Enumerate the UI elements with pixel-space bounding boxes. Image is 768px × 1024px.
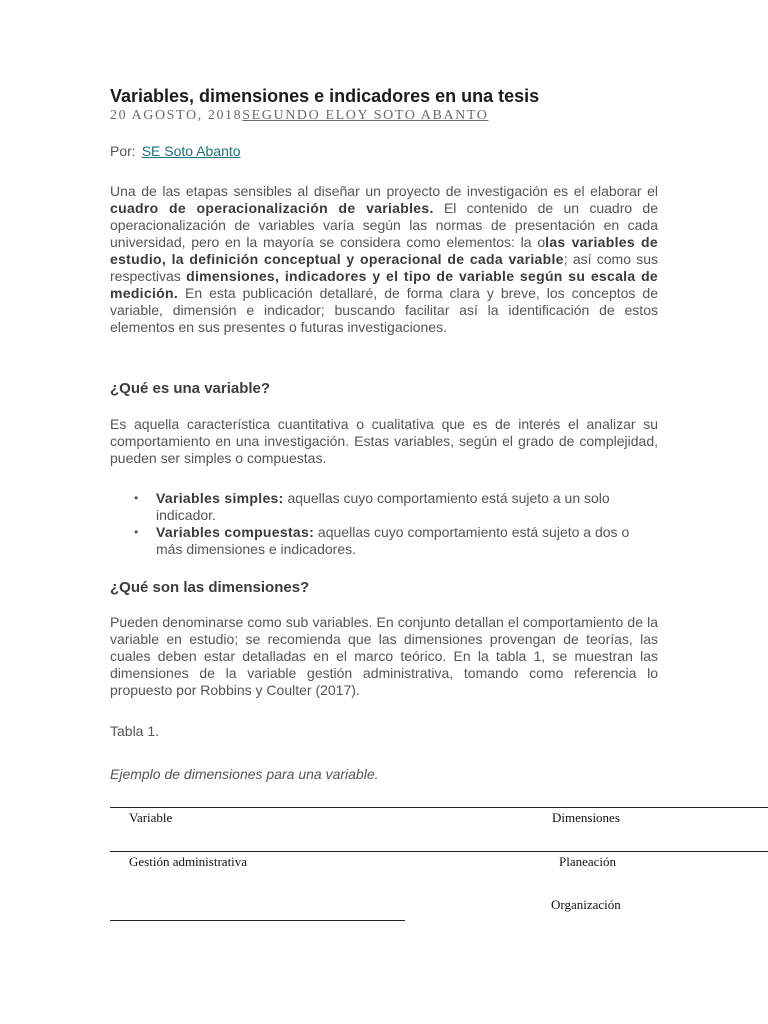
list-item <box>156 524 634 558</box>
intro-text-3: ; así como sus respectivas <box>110 251 658 284</box>
list-item <box>156 490 634 524</box>
dimensiones-paragraph: Pueden denominarse como sub variables. En conjunto detallan el comportamiento de la variable en estudio; se recomienda que las dimensiones provengan de teorías, las cuales deben estar detalladas en el marco teórico. En la tabla 1, se muestran las dimensiones de la variable gestión administrativa, tomando como referencia lo propuesto por Robbins y Coulter (2017). <box>110 614 658 698</box>
table-header-dimensiones: Dimensiones <box>552 810 620 825</box>
variable-types-list <box>110 490 634 558</box>
intro-bold-2: las variables de estudio, la definición conceptual y operacional de cada variable <box>110 234 658 267</box>
table-header-rule <box>110 851 768 852</box>
table-cell-dimension: Planeación <box>559 854 617 869</box>
article-title: Variables, dimensiones e indicadores en una tesis <box>110 86 540 106</box>
article-meta <box>110 108 488 124</box>
intro-bold-1: cuadro de operacionalización de variables. <box>110 200 434 216</box>
intro-text-4: En esta publicación detallaré, de forma clara y breve, los conceptos de variable, dimensión e indicador; buscando facilitar así la identificación de estos elementos en sus presentes o futuras investigaciones. <box>110 285 658 335</box>
table-top-rule <box>110 807 768 808</box>
variable-paragraph: Es aquella característica cuantitativa o cualitativa que es de interés el analizar su comportamiento en una investigación. Estas variables, según el grado de complejidad, pueden ser simples o compuestas. <box>110 416 658 466</box>
list-item-term: Variables simples: <box>156 490 284 506</box>
list-item-term: Variables compuestas: <box>156 524 315 540</box>
article-date: 20 AGOSTO, 2018 <box>110 108 243 123</box>
byline-author-link[interactable]: SE Soto Abanto <box>141 143 241 159</box>
heading-variable: ¿Qué es una variable? <box>110 380 271 397</box>
list-item-desc: aquellas cuyo comportamiento está sujeto a un solo indicador. <box>156 490 610 523</box>
byline-label: Por: <box>110 143 136 159</box>
list-item-desc: aquellas cuyo comportamiento está sujeto a dos o más dimensiones e indicadores. <box>156 524 630 557</box>
intro-text-2: El contenido de un cuadro de operacionalización de variables varía según las normas de presentación en cada universidad, pero en la mayoría se considera como elementos: la o <box>110 200 658 250</box>
intro-bold-3: dimensiones, indicadores y el tipo de variable según su escala de medición. <box>110 268 659 301</box>
byline <box>110 143 241 159</box>
dimensions-table <box>110 807 768 927</box>
author-link[interactable]: SEGUNDO ELOY SOTO ABANTO <box>242 108 489 123</box>
table-cell-variable: Gestión administrativa <box>129 854 248 869</box>
table-header-variable: Variable <box>129 810 173 825</box>
intro-paragraph <box>110 183 658 336</box>
table-cell-dimension: Organización <box>551 897 621 912</box>
heading-dimensiones: ¿Qué son las dimensiones? <box>110 579 310 596</box>
intro-text-1: Una de las etapas sensibles al diseñar un proyecto de investigación es el elaborar el <box>110 183 658 199</box>
table-bottom-rule <box>110 920 405 921</box>
table-caption: Ejemplo de dimensiones para una variable. <box>110 766 379 782</box>
table-label: Tabla 1. <box>110 723 160 739</box>
